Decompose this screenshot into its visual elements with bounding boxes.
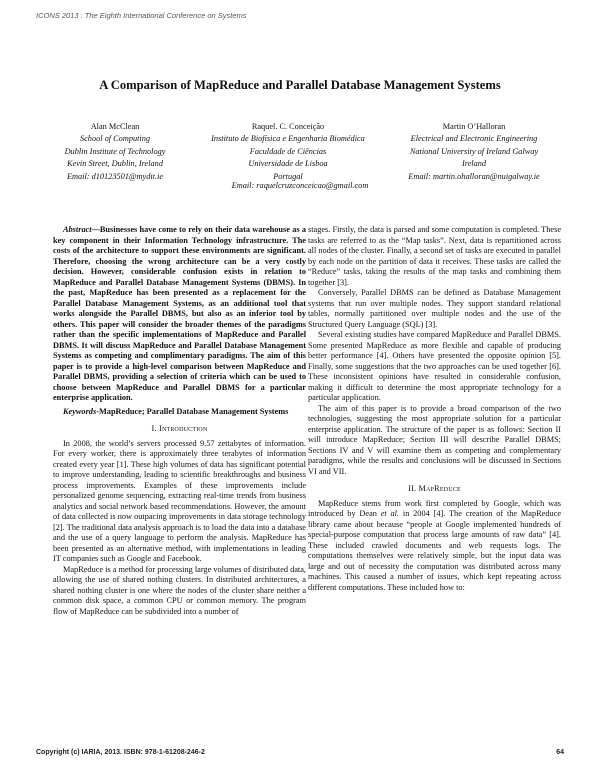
keywords-label: Keywords xyxy=(63,406,97,416)
author-affiliation: Kevin Street, Dublin, Ireland xyxy=(67,159,163,169)
running-head: ICONS 2013 : The Eighth International Conference on Systems xyxy=(36,11,247,20)
shared-author-email: Email: raquelcruzconceicao@gmail.com xyxy=(231,181,369,190)
body-paragraph: Conversely, Parallel DBMS can be defined as Database Management systems that run over multiple nodes. They support standard relational tables, normally partitioned over multiple nodes and the use of the Structured Query Language (SQL) [3]. xyxy=(308,288,561,329)
body-paragraph: stages. Firstly, the data is parsed and some computation is completed. These tasks are referred to as the “Map tasks”. Next, data is repartitioned across all nodes of the cluster. Finally, a second set of tasks are executed in parallel by each node on the partition of data it receives. These tasks are called the “Reduce” tasks, taking the results of the map tasks and combining them together [3]. xyxy=(308,225,561,287)
author-block-1 xyxy=(50,121,180,183)
author-block-2 xyxy=(188,121,388,183)
author-email: Email: martin.ohalloran@nuigalway.ie xyxy=(408,171,540,181)
author-affiliation: Instituto de Biofísica e Engenharia Biomédica xyxy=(211,134,365,144)
left-column xyxy=(53,225,306,617)
page-footer xyxy=(36,749,564,756)
author-affiliation: Electrical and Electronic Engineering xyxy=(410,134,538,144)
copyright-isbn: Copyright (c) IARIA, 2013. ISBN: 978-1-61208-246-2 xyxy=(36,749,205,756)
author-name: Alan McClean xyxy=(90,122,140,131)
emphasis-etal: et al. xyxy=(380,509,400,518)
author-affiliation: Dublin Institute of Technology xyxy=(64,146,166,156)
abstract xyxy=(53,225,306,404)
author-affiliation: National University of Ireland Galway xyxy=(409,146,539,156)
text-run: in 2004 [4]. The creation of the MapReduce library came about because “people at Google implemented hundreds of special-purpose computation that process large amounts of raw data” [4]. These included crawled documents and web requests logs. The computations themselves were relatively simple, but the input data was large and out of necessity the computation was distributed across many machines. This caused a number of issues, which kept repeating across different computations. These included how to: xyxy=(308,509,561,592)
keywords-text: -MapReduce; Parallel Database Management Systems xyxy=(96,406,289,416)
author-name: Raquel. C. Conceição xyxy=(251,122,325,131)
author-affiliation: Faculdade de Ciências xyxy=(249,146,327,156)
author-affiliation: School of Computing xyxy=(79,134,151,144)
page-number: 64 xyxy=(556,749,564,756)
section-heading-introduction: I. Introduction xyxy=(151,424,208,433)
body-paragraph: The aim of this paper is to provide a broad comparison of the two technologies, suggesting the most appropriate solution for a particular enterprise application. The structure of the paper is as follows: Section II will introduce MapReduce; Section III will describe Parallel DBMS; Sections IV and V will examine them as competing and complementary paradigms, while the results and conclusions will be discussed in Sections VI and VII. xyxy=(308,403,561,476)
abstract-label: Abstract xyxy=(63,225,92,234)
paper-title: A Comparison of MapReduce and Parallel Database Management Systems xyxy=(99,78,501,92)
right-column xyxy=(308,225,561,593)
author-block-3 xyxy=(383,121,565,183)
body-paragraph: Several existing studies have compared MapReduce and Parallel DBMS. Some presented MapReduce as more flexible and capable of producing better performance [4]. Others have presented the opposite opinion [5]. Finally, some suggestions that the two approaches can be used together [6]. These inconsistent opinions have resulted in considerable confusion, making it difficult to determine the most appropriate technology for a particular application. xyxy=(308,330,561,402)
section-heading-mapreduce: II. MapReduce xyxy=(408,484,461,493)
body-paragraph: MapReduce is a method for processing large volumes of distributed data, allowing the use of shared nothing clusters. In distributed architectures, a shared nothing cluster is one where the nodes of the cluster share neither a common disk space, a common CPU or common memory. The program flow of MapReduce can be subdivided into a number of xyxy=(53,564,306,616)
body-paragraph: In 2008, the world’s servers processed 9.57 zettabytes of information. For every worker, there is approximately three terabytes of information created every year [1]. These high volumes of data has significant potential to improve understanding, leading to scientific breakthroughs and business process improvements. Examples of these improvements include personalized genome sequencing, extracting real-time trends from business analytics and social network based recommendations. However, the amount of data collected is now outpacing improvements in data storage technology [2]. The traditional data analysis approach is to load the data into a database and the use of a query language to perform the analysis. MapReduce has been presented as an alternative method, with implementations in leading IT companies such as Google and Facebook. xyxy=(53,438,306,563)
author-affiliation: Ireland xyxy=(461,159,487,169)
author-email: Email: d10123501@mydit.ie xyxy=(66,171,164,181)
author-name: Martin O’Halloran xyxy=(442,122,506,131)
abstract-text: —Businesses have come to rely on their data warehouse as a key component in their Information Technology infrastructure. The costs of the architecture to support these environments are significant. Therefore, choosing the wrong architecture can be a very costly decision. However, considerable confusion exists in relation to MapReduce and Parallel Database Management Systems (DBMS). In the past, MapReduce has been presented as a replacement for the Parallel Database Management Systems, as an additional tool that works alongside the Parallel DBMS, but also as an inferior tool by others. This paper will consider the broader themes of the paradigms rather than the specific implementations of MapReduce and Parallel DBMS. It will discuss MapReduce and Parallel Database Management Systems as competing and complimentary paradigms. The aim of this paper is to provide a high-level comparison between MapReduce and Parallel DBMS, providing a selection of criteria which can be used to choose between MapReduce and Parallel DBMS for a particular enterprise application. xyxy=(53,225,306,402)
body-paragraph xyxy=(308,499,561,594)
author-affiliation: Universidade de Lisboa xyxy=(248,159,328,169)
keywords xyxy=(53,407,306,418)
author-affiliation: Portugal xyxy=(273,171,303,181)
text-run: MapReduce stems from work first completed by Google, which was introduced by Dean xyxy=(308,498,561,518)
